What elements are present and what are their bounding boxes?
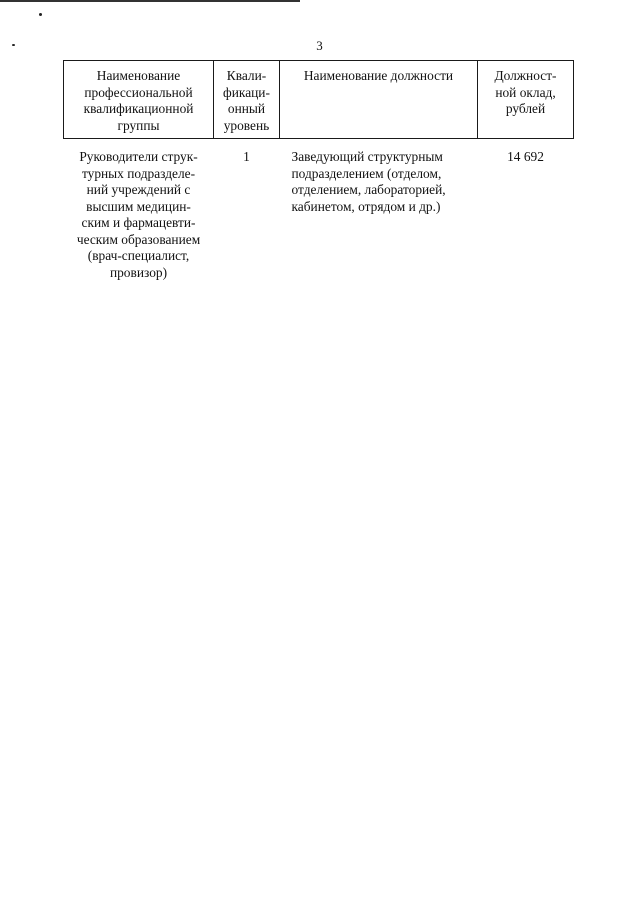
table-header-row	[64, 61, 574, 139]
page-number: 3	[316, 38, 323, 53]
header-position-name: Наименование должности	[280, 61, 478, 139]
cell-professional-group: Руководители струк- турных подразделе- ний учреждений с высшим медицин- ским и фармацевти- ческим образованием (врач-специалист, провизор)	[76, 149, 201, 280]
salary-table	[63, 60, 574, 281]
header-professional-group: Наименование профессиональной квалификационной группы	[64, 61, 214, 139]
header-salary: Должност- ной оклад, рублей	[478, 61, 574, 139]
scan-top-rule	[0, 0, 300, 2]
cell-qualification-level: 1	[243, 149, 250, 164]
cell-position-name: Заведующий структурным подразделением (отделом, отделением, лабораторией, кабинетом, отрядом и др.)	[291, 149, 446, 214]
cell-salary: 14 692	[507, 149, 544, 164]
header-qualification-level: Квали- фикаци- онный уровень	[214, 61, 280, 139]
scan-speck	[39, 13, 42, 16]
table-row	[64, 139, 574, 282]
